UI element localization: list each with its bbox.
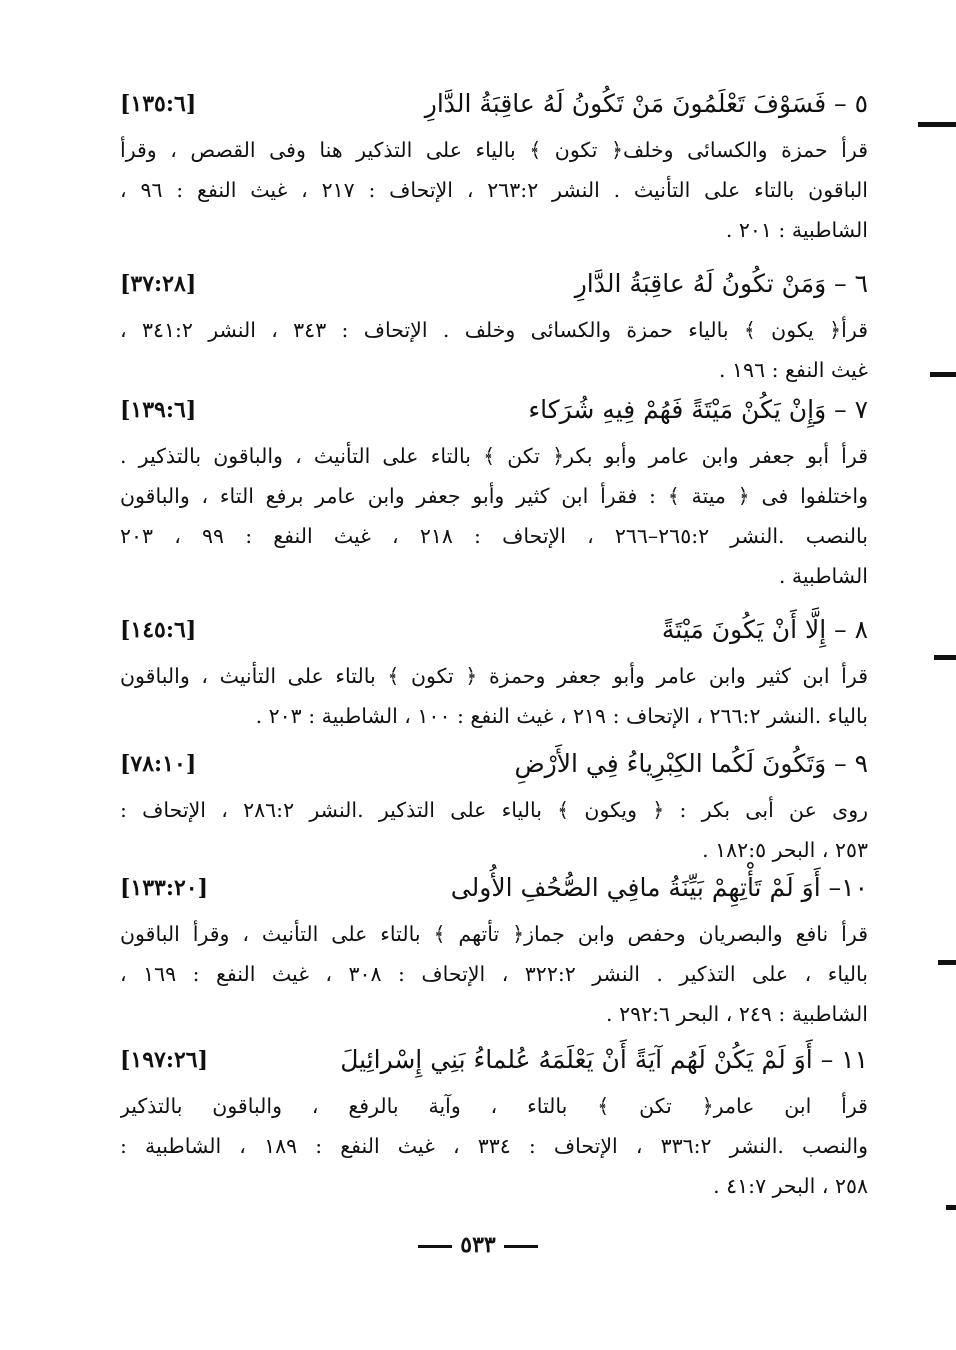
commentary-line: بالياء ، على التذكير . النشر ٣٢٢:٢ ، الإتحاف : ٣٠٨ ، غيث النفع : ١٦٩ ، [120, 962, 868, 986]
verse-text: ١١ – أَوَ لَمْ يَكُنْ لَهُم آيَةً أَنْ يَعْلَمَهُ عُلماءُ بَنِي إِسْرائِيلَ [340, 1045, 868, 1074]
entry-5 [120, 78, 868, 250]
entry-heading [120, 738, 868, 790]
scan-edge-mark [938, 960, 956, 965]
commentary-line: ٢٥٣ ، البحر ١٨٢:٥ . [702, 838, 868, 862]
scan-edge-mark [934, 655, 956, 660]
verse-reference: [٣٧:٢٨] [120, 271, 197, 297]
commentary-line: الشاطبية . [778, 564, 868, 588]
commentary-line: بالياء .النشر ٢٦٦:٢ ، الإتحاف : ٢١٩ ، غيث النفع : ١٠٠ ، الشاطبية : ٢٠٣ . [255, 704, 868, 728]
left-dash [504, 1245, 538, 1248]
commentary-line: روى عن أبى بكر : ﴿ ويكون ﴾ بالياء على التذكير .النشر ٢٨٦:٢ ، الإتحاف : [120, 798, 868, 822]
entry-7 [120, 384, 868, 596]
verse-reference: [٧٨:١٠] [120, 751, 197, 777]
scan-edge-mark [946, 1205, 956, 1210]
entry-heading [120, 384, 868, 436]
verse-text: ٩ – وَتَكُونَ لَكُما الكِبْرِياءُ فِي الأَرْضِ [514, 749, 868, 778]
page-number [0, 1232, 956, 1258]
verse-text: ٨ – إِلَّا أَنْ يَكُونَ مَيْتَةً [661, 615, 868, 644]
verse-reference: [١٣٣:٢٠] [120, 875, 209, 901]
entry-heading [120, 604, 868, 656]
commentary-line: غيث النفع : ١٩٦ . [719, 358, 868, 382]
commentary-line: قرأ حمزة والكسائى وخلف﴿ تكون ﴾ بالياء على التذكير هنا وفى القصص ، وقرأ [120, 138, 868, 162]
entry-heading [120, 862, 868, 914]
verse-reference: [١٣٩:٦] [120, 397, 197, 423]
commentary-line: الباقون بالتاء على التأنيث . النشر ٢٦٣:٢ ، الإتحاف : ٢١٧ ، غيث النفع : ٩٦ ، [120, 178, 868, 202]
commentary-line: والنصب .النشر ٣٣٦:٢ ، الإتحاف : ٣٣٤ ، غيث النفع : ١٨٩ ، الشاطبية : [120, 1134, 868, 1158]
verse-text: ٥ – فَسَوْفَ تَعْلَمُونَ مَنْ تَكُونُ لَهُ عاقِبَةُ الدَّارِ [424, 89, 868, 118]
entry-10 [120, 862, 868, 1034]
commentary-line: قرأ نافع والبصريان وحفص وابن جماز﴿ تأتهم ﴾ بالتاء على التأنيث ، وقرأ الباقون [120, 922, 868, 946]
commentary-line: قرأ ابن كثير وابن عامر وأبو جعفر وحمزة ﴿ تكون ﴾ بالتاء على التأنيث ، والباقون [120, 664, 868, 688]
commentary-line: قرأ﴿ يكون ﴾ بالياء حمزة والكسائى وخلف . الإتحاف : ٣٤٣ ، النشر ٣٤١:٢ ، [120, 318, 868, 342]
scan-edge-mark [918, 122, 956, 127]
verse-text: ١٠– أَوَ لَمْ تَأْتِهِمْ بَيِّنَةُ مافِي الصُّحُفِ الأُولى [450, 873, 868, 902]
page-number-text: ٥٣٣ [460, 1232, 496, 1258]
verse-reference: [١٣٥:٦] [120, 91, 197, 117]
commentary-line: واختلفوا فى ﴿ ميتة ﴾ : فقرأ ابن كثير وأبو جعفر وابن عامر برفع التاء ، والباقون [120, 484, 868, 508]
entry-6 [120, 258, 868, 390]
commentary-line: ٢٥٨ ، البحر ٤١:٧ . [713, 1174, 868, 1198]
verse-text: ٦ – وَمَنْ تكُونُ لَهُ عاقِبَةُ الدَّارِ [574, 269, 868, 298]
commentary-line: بالنصب .النشر ٢٦٥:٢–٢٦٦ ، الإتحاف : ٢١٨ ، غيث النفع : ٩٩ ، ٢٠٣ [120, 524, 868, 548]
commentary-line: قرأ أبو جعفر وابن عامر وأبو بكر﴿ تكن ﴾ بالتاء على التأنيث ، والباقون بالتذكير . [120, 444, 868, 468]
verse-reference: [١٩٧:٢٦] [120, 1047, 209, 1073]
entry-heading [120, 1034, 868, 1086]
verse-text: ٧ – وَإِنْ يَكُنْ مَيْتَةً فَهُمْ فِيهِ شُرَكاء [528, 395, 868, 424]
commentary-line: الشاطبية : ٢٤٩ ، البحر ٢٩٢:٦ . [606, 1002, 868, 1026]
entry-heading [120, 258, 868, 310]
entry-11 [120, 1034, 868, 1206]
commentary-line: الشاطبية : ٢٠١ . [725, 218, 868, 242]
verse-reference: [١٤٥:٦] [120, 617, 197, 643]
scan-edge-mark [930, 372, 956, 377]
entry-9 [120, 738, 868, 870]
entry-heading [120, 78, 868, 130]
commentary-line: قرأ ابن عامر﴿ تكن ﴾ بالتاء ، وآية بالرفع ، والباقون بالتذكير [120, 1094, 868, 1118]
right-dash [418, 1245, 452, 1248]
entry-8 [120, 604, 868, 736]
